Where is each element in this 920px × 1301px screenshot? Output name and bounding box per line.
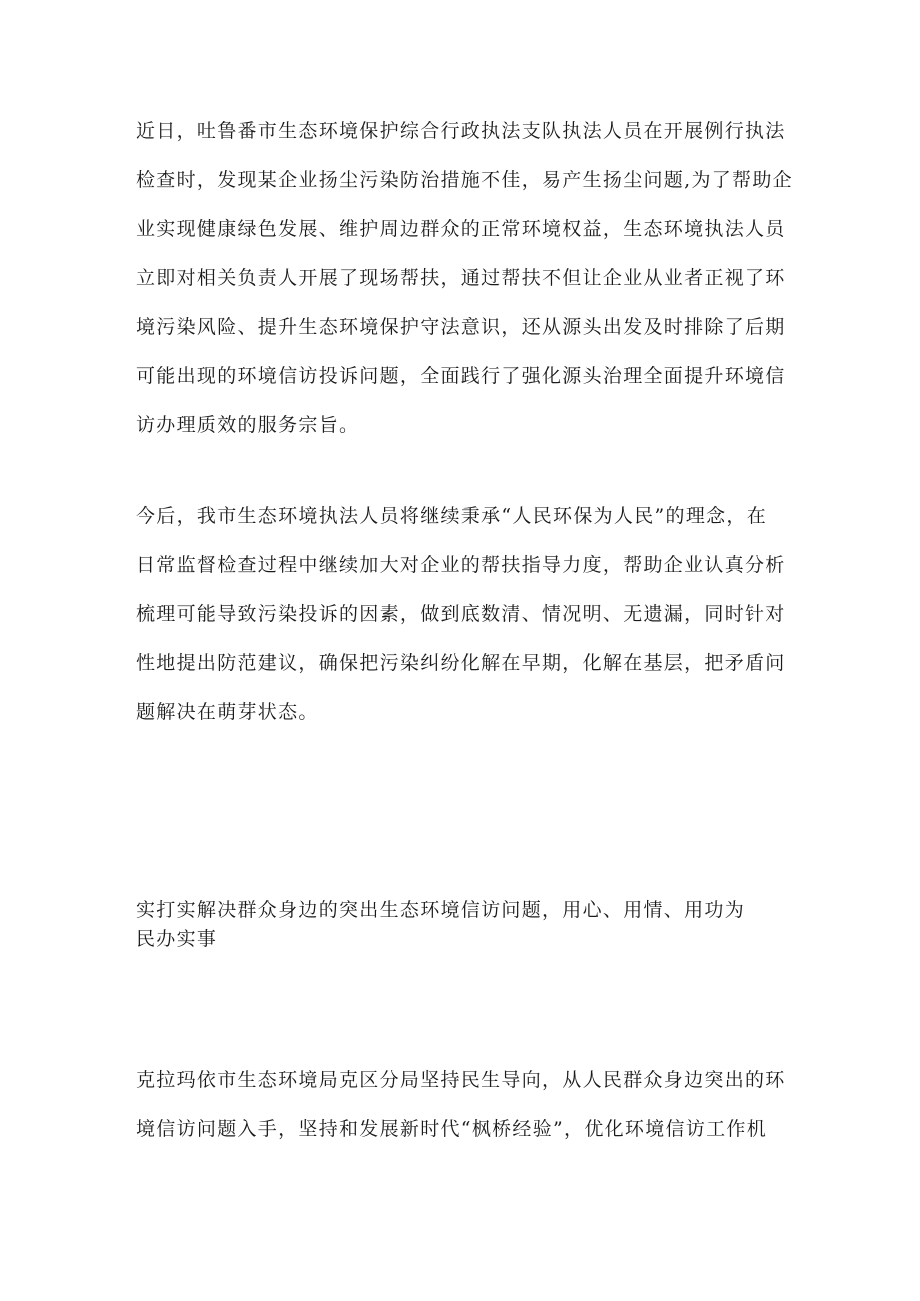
text-line: 业实现健康绿色发展、维护周边群众的正常环境权益，生态环境执法人员 (136, 218, 786, 240)
text-line: 立即对相关负责人开展了现场帮扶，通过帮扶不但让企业从业者正视了环 (136, 267, 786, 289)
text-line: 境污染风险、提升生态环境保护守法意识，还从源头出发及时排除了后期 (136, 316, 786, 338)
heading-line: 实打实解决群众身边的突出生态环境信访问题，用心、用情、用功为 (136, 899, 746, 921)
section-heading (136, 896, 786, 954)
text-line: 检查时，发现某企业扬尘污染防治措施不佳，易产生扬尘问题,为了帮助企 (136, 169, 793, 191)
text-line: 访办理质效的服务宗旨。 (136, 414, 360, 436)
text-line: 境信访问题入手，坚持和发展新时代“枫桥经验”，优化环境信访工作机 (136, 1118, 768, 1140)
paragraph-karamay (136, 1056, 786, 1154)
heading-line: 民办实事 (136, 928, 218, 950)
paragraph-future-plan (136, 492, 786, 737)
text-line: 今后，我市生态环境执法人员将继续秉承“人民环保为人民”的理念，在 (136, 505, 768, 527)
text-line: 日常监督检查过程中继续加大对企业的帮扶指导力度，帮助企业认真分析 (136, 554, 786, 576)
paragraph-turpan-enforcement (136, 107, 793, 450)
text-line: 近日，吐鲁番市生态环境保护综合行政执法支队执法人员在开展例行执法 (136, 120, 786, 142)
text-line: 可能出现的环境信访投诉问题，全面践行了强化源头治理全面提升环境信 (136, 365, 786, 387)
text-line: 题解决在萌芽状态。 (136, 701, 319, 723)
text-line: 克拉玛依市生态环境局克区分局坚持民生导向，从人民群众身边突出的环 (136, 1069, 786, 1091)
text-line: 梳理可能导致污染投诉的因素，做到底数清、情况明、无遗漏，同时针对 (136, 603, 786, 625)
text-line: 性地提出防范建议，确保把污染纠纷化解在早期，化解在基层，把矛盾问 (136, 652, 786, 674)
